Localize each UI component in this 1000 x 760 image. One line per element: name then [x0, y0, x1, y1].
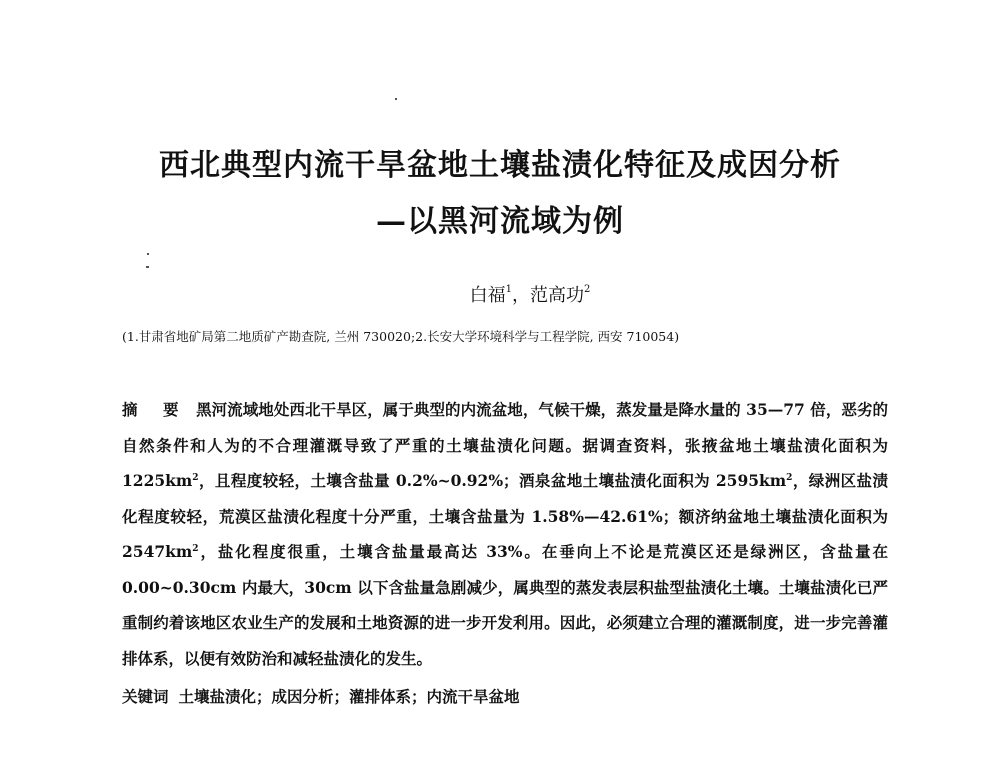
paper-title: 西北典型内流干旱盆地土壤盐渍化特征及成因分析: [159, 148, 841, 183]
abstract-text: ，绿洲区盐渍化程度较轻，荒漠区盐渍化程度十分严重，土壤含盐量为 1.58%—42.61%；额济纳盆地土壤盐渍化面积为 2547km: [122, 471, 888, 561]
author-line: [0, 281, 1000, 307]
keywords-text: 土壤盐渍化；成因分析；灌排体系；内流干旱盆地: [178, 687, 520, 706]
paper-subtitle: —以黑河流域为例: [376, 204, 624, 239]
abstract-text: ，盐化程度很重，土壤含盐量最高达 33%。在垂向上不论是荒漠区还是绿洲区，含盐量在 0.00~0.30cm 内最大，30cm 以下含盐量急剧减少，属典型的蒸发表层积盐型盐渍化土壤。土壤盐渍化已严重制约着该地区农业生产的发展和土地资源的进一步开发利用。因此，必须建立合理的灌溉制度，进一步完善灌排体系，以便有效防治和减轻盐渍化的发生。: [122, 542, 888, 668]
scan-speck: [146, 266, 149, 268]
abstract-label: 摘 要: [122, 400, 189, 419]
author-affiliation-mark: 2: [584, 284, 591, 295]
abstract-text: ，且程度较轻，土壤含盐量 0.2%~0.92%；酒泉盆地土壤盐渍化面积为 2595km: [198, 471, 787, 490]
scan-speck: [395, 98, 397, 100]
affiliations: (1.甘肃省地矿局第二地质矿产勘查院, 兰州 730020;2.长安大学环境科学与工程学院, 西安 710054): [122, 329, 680, 344]
keywords: [122, 685, 888, 707]
author-name: 范高功: [530, 285, 584, 306]
abstract-text: 黑河流域地处西北干旱区，属于典型的内流盆地，气候干燥，蒸发量是降水量的 35—77 倍，恶劣的自然条件和人为的不合理灌溉导致了严重的土壤盐渍化问题。据调查资料，张掖盆地土壤盐渍化面积为 1225km: [122, 400, 889, 490]
keywords-label: 关键词: [122, 687, 169, 706]
abstract: [122, 392, 888, 676]
superscript: 2: [192, 472, 199, 483]
superscript: 2: [786, 472, 793, 483]
scan-speck: [147, 253, 149, 255]
superscript: 2: [192, 543, 199, 554]
author-name: 白福: [469, 285, 506, 306]
author-affiliation-mark: 1: [505, 284, 512, 295]
author-separator: ，: [512, 285, 530, 306]
